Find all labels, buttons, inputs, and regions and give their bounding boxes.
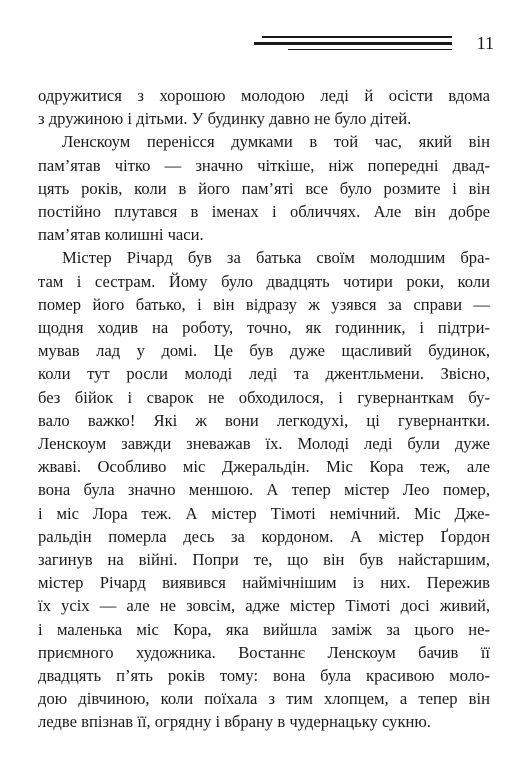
text-line: помер його батько, і він відразу ж узявся за справи — (38, 294, 490, 314)
text-line: жваві. Особливо міс Джеральдін. Міс Кора теж, але (38, 457, 490, 477)
page-number: 11 (476, 33, 494, 53)
text-line: Містер Річард був за батька своїм молодшим бра- (62, 248, 490, 268)
text-line: вона була значно меншою. А тепер містер Лео помер, (38, 480, 490, 500)
text-line: і маленька міс Кора, яка вийшла заміж за цього не- (38, 619, 490, 639)
text-line: ральдін померла десь за кордоном. А містер Ґордон (38, 526, 490, 546)
text-line: одружитися з хорошою молодою леді й осісти вдома (38, 86, 490, 105)
text-line: їх усіх — але не зовсім, адже містер Тімоті досі живий, (38, 596, 490, 616)
paragraph-1 (38, 84, 490, 130)
text-line: загинув на війні. Попри те, що він був найстаршим, (38, 550, 490, 570)
text-line: Ленскоум завжди зневажав їх. Молоді леді були дуже (38, 434, 490, 454)
header-rule-top (262, 36, 452, 38)
text-line: там і сестрам. Йому було двадцять чотири роки, коли (38, 271, 490, 291)
header-rule-bottom (288, 49, 452, 50)
running-header (254, 30, 494, 56)
text-line: містер Річард виявився наймічнішим із них. Пережив (38, 573, 490, 593)
text-line: з дружиною і дітьми. У будинку давно не було дітей. (38, 109, 412, 129)
text-line: пам’ятав колишні часи. (38, 225, 204, 245)
page-body-text (38, 84, 490, 734)
header-rule-middle (254, 42, 452, 45)
text-line: ледве впізнав її, огрядну і вбрану в чудернацьку сукню. (38, 712, 431, 732)
text-line: мував лад у домі. Це був дуже щасливий будинок, (38, 341, 490, 361)
text-line: двадцять п’ять років тому: вона була красивою моло- (38, 666, 490, 686)
text-line: приємного художника. Востаннє Ленскоум бачив її (38, 642, 490, 662)
text-line: коли тут росли молоді леді та джентльмени. Звісно, (38, 364, 490, 384)
paragraph-3 (38, 246, 490, 733)
text-line: Ленскоум перенісся думками в той час, який він (62, 132, 490, 152)
text-line: дою дівчиною, коли поїхала з тим хлопцем, а тепер він (38, 689, 490, 709)
text-line: цять років, коли в його пам’яті все було розмите і він (38, 178, 490, 198)
text-line: і міс Лора теж. А містер Тімоті немічний. Міс Дже- (38, 503, 490, 523)
text-line: пам’ятав чітко — значно чіткіше, ніж попередні двад- (38, 155, 490, 175)
text-line: без бійок і сварок не обходилося, і гувернанткам бу- (38, 387, 490, 407)
paragraph-2 (38, 130, 490, 246)
text-line: постійно плутався в іменах і обличчях. Але він добре (38, 202, 490, 222)
text-line: вало важко! Які ж вони легкодухі, ці гувернантки. (38, 410, 490, 430)
text-line: щодня ходив на роботу, точно, як годинник, і підтри- (38, 318, 490, 338)
